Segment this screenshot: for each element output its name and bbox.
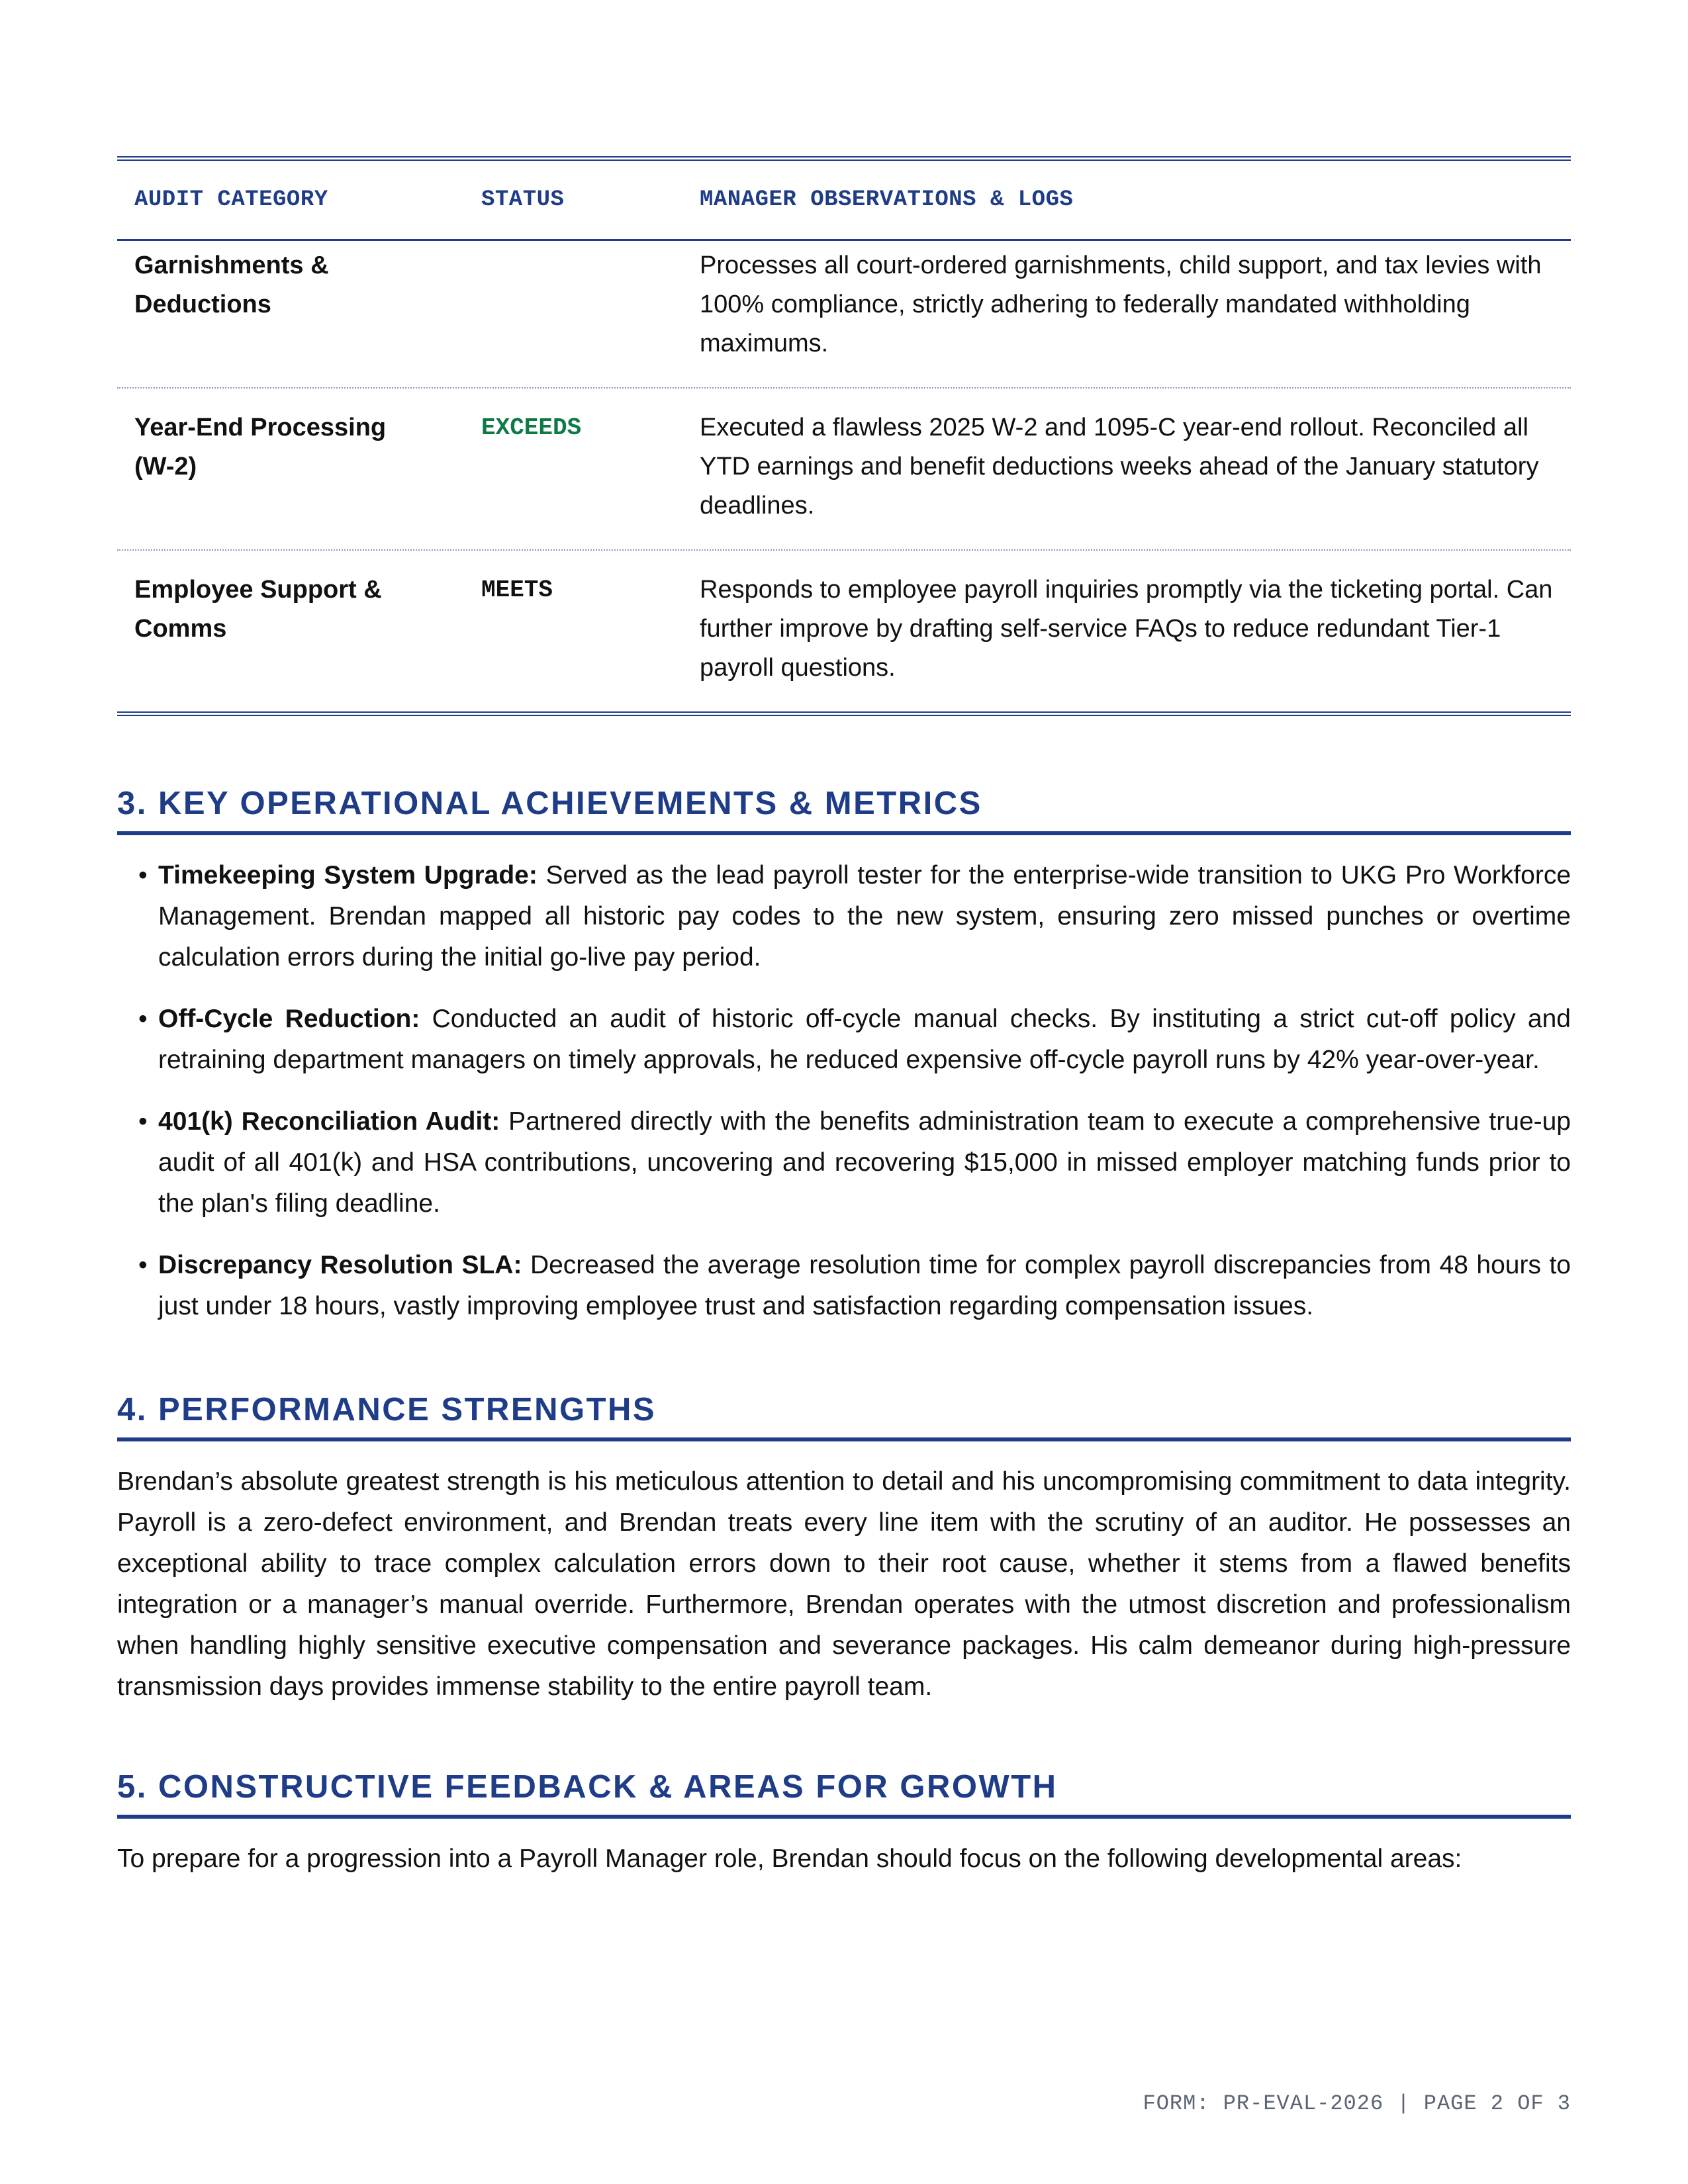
list-item bbox=[117, 999, 1571, 1081]
item-text: Partnered directly with the benefits administration team to execute a comprehensive true-up audit of all 401(k) and HSA contributions, uncovering and recovering $15,000 in missed employer matching funds prior to the plan's filing deadline. bbox=[158, 1107, 1571, 1218]
bullet-icon: • bbox=[138, 1107, 148, 1136]
item-label: Off-Cycle Reduction: bbox=[158, 1005, 420, 1033]
item-text: Conducted an audit of historic off-cycle manual checks. By instituting a strict cut-off policy and retraining department managers on timely approvals, he reduced expensive off-cycle payroll runs by 42% year-over-year. bbox=[158, 1005, 1571, 1074]
list-item bbox=[117, 855, 1571, 978]
category-line: Employee Support & bbox=[134, 576, 382, 604]
row-observations: Processes all court-ordered garnishments, child support, and tax levies with 100% compliance, strictly adhering to federally mandated withholding maximums. bbox=[700, 251, 1542, 357]
audit-table-header bbox=[117, 161, 1571, 241]
row-category bbox=[117, 570, 481, 688]
page-footer: FORM: PR-EVAL-2026 | PAGE 2 OF 3 bbox=[1143, 2091, 1571, 2116]
table-row bbox=[117, 241, 1571, 388]
list-item bbox=[117, 1245, 1571, 1327]
header-observations: MANAGER OBSERVATIONS & LOGS bbox=[700, 187, 1074, 212]
status-badge-meets: MEETS bbox=[481, 576, 553, 604]
item-text: Decreased the average resolution time for complex payroll discrepancies from 48 hours to just under 18 hours, vastly improving employee trust and satisfaction regarding compensation issues. bbox=[158, 1251, 1571, 1320]
item-label: Timekeeping System Upgrade: bbox=[158, 861, 538, 889]
item-label: 401(k) Reconciliation Audit: bbox=[158, 1107, 500, 1136]
status-badge-exceeds: EXCEEDS bbox=[481, 414, 582, 441]
bullet-icon: • bbox=[138, 1251, 148, 1279]
row-category bbox=[117, 408, 481, 525]
section-heading-growth: 5. CONSTRUCTIVE FEEDBACK & AREAS FOR GROWTH bbox=[117, 1768, 1571, 1819]
audit-table bbox=[117, 156, 1571, 716]
achievements-list bbox=[117, 855, 1571, 1327]
header-audit-category: AUDIT CATEGORY bbox=[134, 187, 328, 212]
list-item bbox=[117, 1101, 1571, 1224]
category-line: Comms bbox=[134, 615, 227, 643]
bullet-icon: • bbox=[138, 861, 148, 889]
item-label: Discrepancy Resolution SLA: bbox=[158, 1251, 522, 1279]
section-heading-strengths: 4. PERFORMANCE STRENGTHS bbox=[117, 1391, 1571, 1441]
table-row bbox=[117, 551, 1571, 711]
category-line: Garnishments & bbox=[134, 251, 329, 279]
row-observations: Responds to employee payroll inquiries promptly via the ticketing portal. Can further improve by drafting self-service FAQs to reduce redundant Tier-1 payroll questions. bbox=[700, 576, 1553, 682]
growth-intro-paragraph: To prepare for a progression into a Payroll Manager role, Brendan should focus on the following developmental areas: bbox=[117, 1844, 1462, 1873]
row-category bbox=[117, 246, 481, 363]
row-observations: Executed a flawless 2025 W-2 and 1095-C year-end rollout. Reconciled all YTD earnings and benefit deductions weeks ahead of the January statutory deadlines. bbox=[700, 414, 1539, 520]
header-status: STATUS bbox=[481, 187, 565, 212]
category-line: Deductions bbox=[134, 291, 271, 318]
category-line: (W-2) bbox=[134, 453, 197, 480]
section-heading-achievements: 3. KEY OPERATIONAL ACHIEVEMENTS & METRICS bbox=[117, 785, 1571, 835]
bullet-icon: • bbox=[138, 1005, 148, 1033]
row-status bbox=[481, 246, 700, 363]
document-page bbox=[117, 156, 1571, 1880]
strengths-paragraph: Brendan’s absolute greatest strength is his meticulous attention to detail and his uncompromising commitment to data integrity. Payroll is a zero-defect environment, and Brendan treats every line item with the scrutiny of an auditor. He possesses an exceptional ability to trace complex calculation errors down to their root cause, whether it stems from a flawed benefits integration or a manager’s manual override. Furthermore, Brendan operates with the utmost discretion and professionalism when handling highly sensitive executive compensation and severance packages. His calm demeanor during high-pressure transmission days provides immense stability to the entire payroll team. bbox=[117, 1467, 1571, 1701]
table-row bbox=[117, 388, 1571, 551]
item-text: Served as the lead payroll tester for the enterprise-wide transition to UKG Pro Workforce Management. Brendan mapped all historic pay codes to the new system, ensuring zero missed punches or overtime calculation errors during the initial go-live pay period. bbox=[158, 861, 1571, 972]
category-line: Year-End Processing bbox=[134, 414, 387, 441]
